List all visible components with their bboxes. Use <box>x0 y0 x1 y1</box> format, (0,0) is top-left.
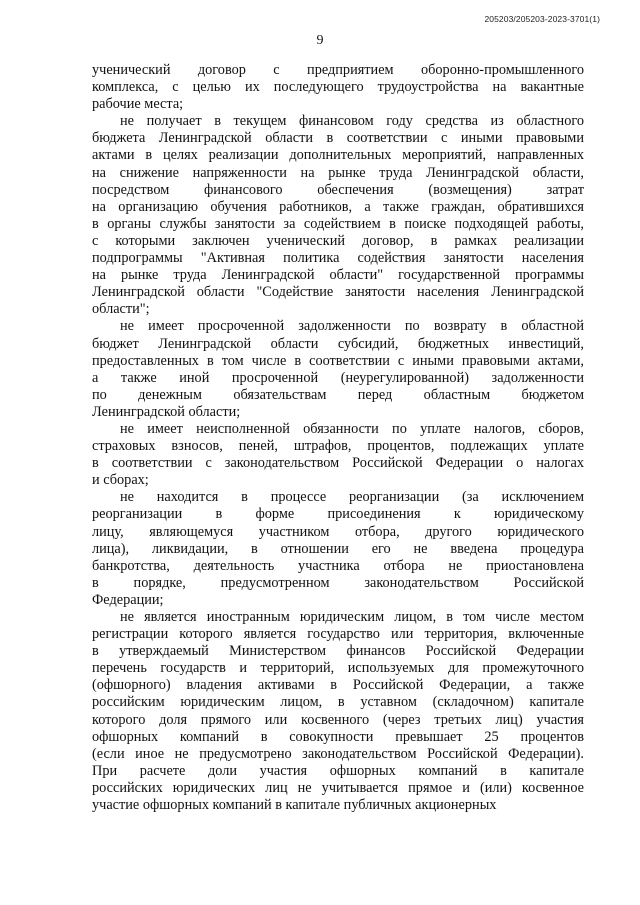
text-line: (офшорного) владения активами в Российской Федерации, а также <box>92 677 584 694</box>
text-line: актами в целях реализации дополнительных мероприятий, направленных <box>92 147 584 164</box>
text-line: не получает в текущем финансовом году средства из областного <box>120 113 584 130</box>
text-line: не находится в процессе реорганизации (за исключением <box>120 489 584 506</box>
document-body <box>92 62 584 814</box>
text-line: не имеет просроченной задолженности по возврату в областной <box>120 318 584 335</box>
paragraph <box>92 421 584 489</box>
text-line: бюджет Ленинградской области субсидий, бюджетных инвестиций, <box>92 335 584 352</box>
text-line: и сборах; <box>92 472 149 489</box>
paragraph <box>92 113 584 318</box>
text-line: области"; <box>92 301 150 318</box>
text-line: комплекса, с целью их последующего трудоустройства на вакантные <box>92 79 584 96</box>
text-line: лицу, являющемуся участником отбора, другого юридического <box>92 523 584 540</box>
page-number: 9 <box>316 33 324 48</box>
text-line: реорганизации в форме присоединения к юридическому <box>92 506 584 523</box>
text-line: (если иное не предусмотрено законодательством Российской Федерации). <box>92 745 584 762</box>
text-line: посредством финансового обеспечения (возмещения) затрат <box>92 181 584 198</box>
text-line: российских юридических лиц не учитывается прямое и (или) косвенное <box>92 779 584 796</box>
text-line: лица), ликвидации, в отношении его не введена процедура <box>92 540 584 557</box>
text-line: предоставленных в том числе в соответствии с иными правовыми актами, <box>92 352 584 369</box>
text-line: бюджета Ленинградской области в соответствии с иными правовыми <box>92 130 584 147</box>
text-line: на рынке труда Ленинградской области" государственной программы <box>92 267 584 284</box>
text-line: офшорных компаний в совокупности превышает 25 процентов <box>92 728 584 745</box>
paragraph <box>92 489 584 609</box>
text-line: а также иной просроченной (неурегулированной) задолженности <box>92 369 584 386</box>
text-line: в соответствии с законодательством Российской Федерации о налогах <box>92 455 584 472</box>
text-line: Ленинградской области "Содействие занятости населения Ленинградской <box>92 284 584 301</box>
text-line: перечень государств и территорий, используемых для промежуточного <box>92 660 584 677</box>
text-line: страховых взносов, пеней, штрафов, процентов, подлежащих уплате <box>92 438 584 455</box>
text-line: рабочие места; <box>92 96 184 113</box>
text-line: на снижение напряженности на рынке труда Ленинградской области, <box>92 164 584 181</box>
text-line: в порядке, предусмотренном законодательством Российской <box>92 574 584 591</box>
text-line: ученический договор с предприятием оборонно-промышленного <box>92 62 584 78</box>
text-line: Ленинградской области; <box>92 403 241 420</box>
text-line: по денежным обязательствам перед областным бюджетом <box>92 386 584 403</box>
text-line: не имеет неисполненной обязанности по уплате налогов, сборов, <box>120 420 584 437</box>
text-line: которого доля прямого или косвенного (через третьих лиц) участия <box>92 711 584 728</box>
text-line: При расчете доли участия офшорных компаний в капитале <box>92 762 584 779</box>
paragraph <box>92 62 584 113</box>
text-line: российским юридическим лицом, в уставном (складочном) капитале <box>92 694 584 711</box>
paragraph <box>92 609 584 814</box>
text-line: в утверждаемый Министерством финансов Российской Федерации <box>92 643 584 660</box>
text-line: Федерации; <box>92 591 164 608</box>
text-line: в органы службы занятости за содействием в поиске подходящей работы, <box>92 215 584 232</box>
text-line: регистрации которого является государство или территория, включенные <box>92 626 584 643</box>
text-line: не является иностранным юридическим лицом, в том числе местом <box>120 609 584 625</box>
text-line: с которыми заключен ученический договор, в рамках реализации <box>92 232 584 249</box>
document-id: 205203/205203-2023-3701(1) <box>484 14 600 24</box>
text-line: участие офшорных компаний в капитале публичных акционерных <box>92 797 497 814</box>
text-line: банкротства, деятельность участника отбора не приостановлена <box>92 557 584 574</box>
text-line: подпрограммы "Активная политика содействия занятости населения <box>92 250 584 267</box>
text-line: на организацию обучения работников, а также граждан, обратившихся <box>92 198 584 215</box>
paragraph <box>92 318 584 421</box>
